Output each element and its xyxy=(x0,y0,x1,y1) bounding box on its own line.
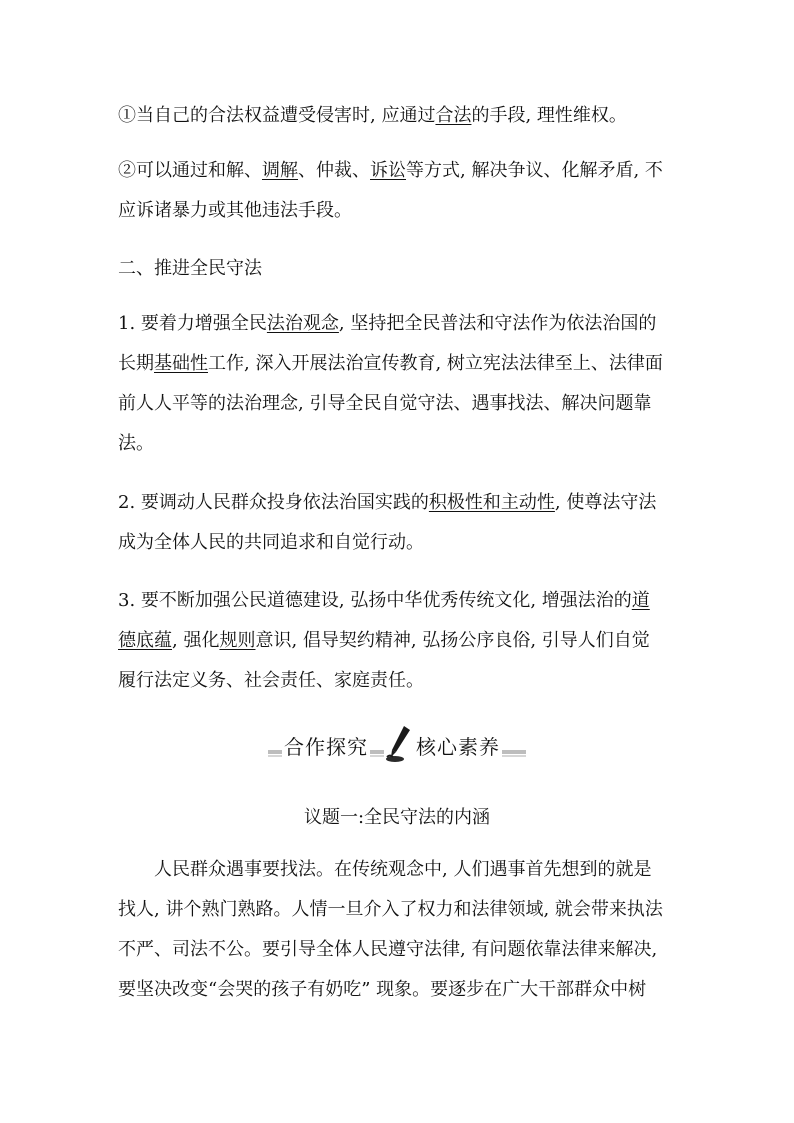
text: 工作, 深入开展法治宣传教育, 树立宪法法律至上、法律面 xyxy=(208,353,663,374)
text: , 坚持把全民普法和守法作为依法治国的 xyxy=(338,313,657,334)
underlined-term: 道 xyxy=(631,590,650,611)
text: 等方式, 解决争议、化解矛盾, 不 xyxy=(406,160,663,181)
text: 3. 要不断加强公民道德建设, 弘扬中华优秀传统文化, 增强法治的 xyxy=(118,590,632,611)
text: , 使尊法守法 xyxy=(554,492,657,513)
underlined-term: 积极性和主动性 xyxy=(428,492,555,513)
list-item-3 xyxy=(118,581,678,701)
paragraph-2 xyxy=(118,151,678,231)
text: 前人人平等的法治理念, 引导全民自觉守法、遇事找法、解决问题靠 xyxy=(118,393,652,414)
text: 找人, 讲个熟门熟路。人情一旦介入了权力和法律领域, 就会带来执法 xyxy=(118,899,663,920)
text: 1. 要着力增强全民 xyxy=(118,313,267,334)
section-heading: 二、推进全民守法 xyxy=(118,258,262,279)
underlined-term: 调解 xyxy=(262,160,298,181)
text: ②可以通过和解、 xyxy=(118,160,262,181)
text: 人民群众遇事要找法。在传统观念中, 人们遇事首先想到的就是 xyxy=(154,859,652,880)
text: 、仲裁、 xyxy=(298,160,370,181)
topic-title: 议题一:全民守法的内涵 xyxy=(303,807,491,828)
text: 长期 xyxy=(118,353,154,374)
text: 不严、司法不公。要引导全体人民遵守法律, 有问题依靠法律来解决, xyxy=(118,939,658,960)
text: ①当自己的合法权益遭受侵害时, 应通过 xyxy=(118,105,436,126)
text: 要坚决改变“会哭的孩子有奶吃” 现象。要逐步在广大干部群众中树 xyxy=(118,979,647,1000)
underlined-term: 德底蕴 xyxy=(118,630,172,651)
list-item-2 xyxy=(118,483,678,563)
list-item-1 xyxy=(118,304,678,464)
text: 应诉诸暴力或其他违法手段。 xyxy=(118,200,352,221)
section-banner xyxy=(268,724,526,766)
text: , 强化 xyxy=(172,630,220,651)
banner-left-label: 合作探究 xyxy=(282,731,370,760)
paragraph-1 xyxy=(118,96,678,136)
body-paragraph xyxy=(118,850,678,1010)
underlined-term: 基础性 xyxy=(154,353,208,374)
text: 意识, 倡导契约精神, 弘扬公序良俗, 引导人们自觉 xyxy=(255,630,650,651)
underlined-term: 法治观念 xyxy=(266,313,339,334)
underlined-term: 诉讼 xyxy=(370,160,406,181)
text: 履行法定义务、社会责任、家庭责任。 xyxy=(118,670,424,691)
text: 的手段, 理性维权。 xyxy=(471,105,627,126)
underlined-term: 规则 xyxy=(219,630,256,651)
underlined-term: 合法 xyxy=(435,105,472,126)
banner-right-label: 核心素养 xyxy=(414,731,502,760)
text: 2. 要调动人民群众投身依法治国实践的 xyxy=(118,492,429,513)
pen-icon xyxy=(384,724,414,764)
text: 成为全体人民的共同追求和自觉行动。 xyxy=(118,532,424,553)
text: 法。 xyxy=(118,433,154,454)
